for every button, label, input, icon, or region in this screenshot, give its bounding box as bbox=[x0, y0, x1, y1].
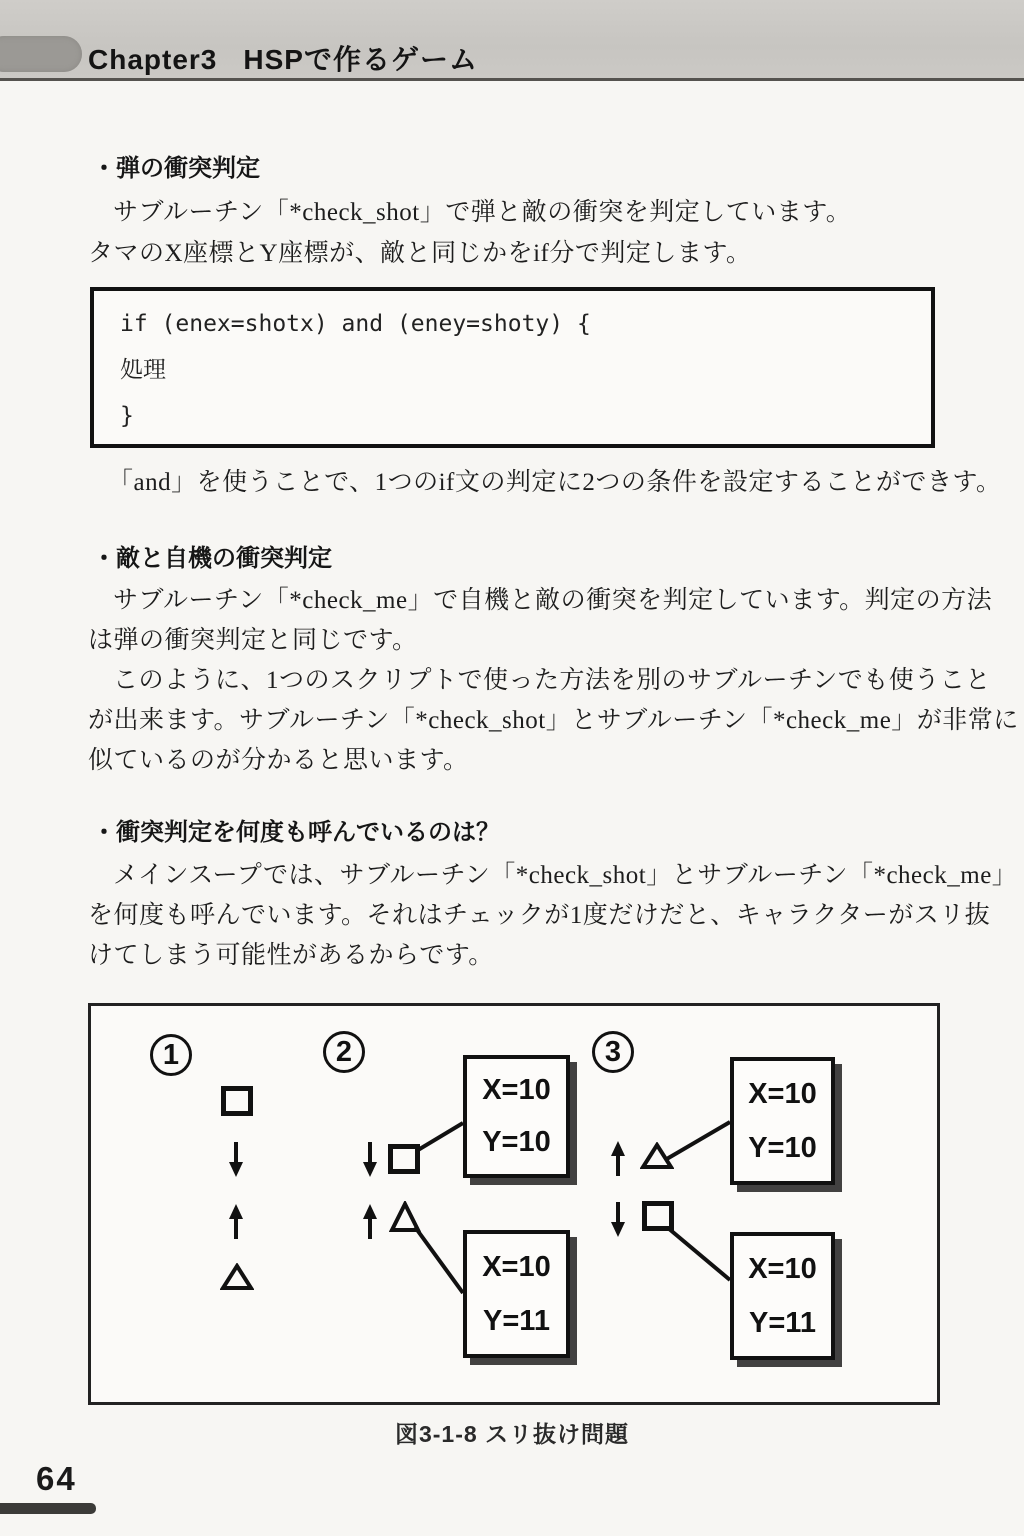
body-line-and-note: 「and」を使うことで、1つのif文の判定に2つの条件を設定することができす。 bbox=[108, 469, 1002, 496]
coord-x-value: X=10 bbox=[482, 1250, 551, 1283]
panel-number: 3 bbox=[604, 1035, 622, 1068]
body-line: このように、1つのスクリプトで使った方法を別のサブルーチンでも使うこと bbox=[113, 667, 991, 694]
square-shape bbox=[388, 1144, 420, 1174]
coord-y-value: Y=10 bbox=[482, 1125, 551, 1158]
banner-pill-decoration bbox=[0, 36, 82, 72]
section-heading-enemy-player-collision: ・敵と自機の衝突判定 bbox=[92, 545, 332, 572]
chapter-title bbox=[88, 38, 478, 78]
coord-x-value: X=10 bbox=[482, 1074, 551, 1107]
body-line: が出来ます。サブルーチン「*check_shot」とサブルーチン「*check_me」が非常に bbox=[88, 707, 1019, 734]
coord-label-box bbox=[730, 1057, 835, 1185]
code-line: 処理 bbox=[120, 357, 166, 383]
square-shape bbox=[221, 1086, 253, 1116]
chapter-label: Chapter3 bbox=[88, 44, 218, 75]
panel-number-badge bbox=[150, 1034, 192, 1076]
body-line: タマのX座標とY座標が、敵と同じかをif分で判定します。 bbox=[88, 240, 752, 267]
coord-label-box bbox=[463, 1055, 570, 1178]
up-arrow-icon bbox=[228, 1203, 244, 1241]
body-line: メインスープでは、サブルーチン「*check_shot」とサブルーチン「*check_me」 bbox=[113, 862, 1018, 889]
panel-number-badge bbox=[592, 1031, 634, 1073]
chapter-name: HSPで作るゲーム bbox=[243, 44, 478, 75]
code-block bbox=[90, 287, 935, 448]
section-heading-repeated-checks: ・衝突判定を何度も呼んでいるのは？ bbox=[92, 819, 500, 846]
up-arrow-icon bbox=[362, 1203, 378, 1241]
coord-y-value: Y=11 bbox=[749, 1306, 816, 1339]
body-line: は弾の衝突判定と同じです。 bbox=[88, 627, 418, 654]
down-arrow-icon bbox=[228, 1140, 244, 1178]
panel-number: 1 bbox=[162, 1038, 180, 1071]
section-heading-bullet-collision: ・弾の衝突判定 bbox=[92, 155, 260, 182]
up-arrow-icon bbox=[610, 1140, 626, 1178]
down-arrow-icon bbox=[610, 1200, 626, 1238]
page-number: 64 bbox=[36, 1460, 77, 1497]
body-line: サブルーチン「*check_shot」で弾と敵の衝突を判定しています。 bbox=[113, 199, 852, 226]
footer-bar-decoration bbox=[0, 1503, 96, 1514]
coord-y-value: Y=10 bbox=[748, 1131, 817, 1164]
coord-label-box bbox=[463, 1230, 570, 1358]
triangle-shape bbox=[640, 1142, 674, 1170]
body-line: けてしまう可能性があるからです。 bbox=[88, 942, 494, 969]
coord-y-value: Y=11 bbox=[483, 1304, 550, 1337]
square-shape bbox=[642, 1201, 674, 1231]
figure-caption: 図3-1-8 スリ抜け問題 bbox=[394, 1421, 630, 1447]
body-line: サブルーチン「*check_me」で自機と敵の衝突を判定しています。判定の方法 bbox=[113, 587, 993, 614]
figure-slip-through-diagram bbox=[88, 1003, 940, 1405]
code-line: if (enex=shotx) and (eney=shoty) { bbox=[120, 311, 591, 337]
coord-label-box bbox=[730, 1232, 835, 1360]
triangle-shape bbox=[220, 1263, 254, 1291]
down-arrow-icon bbox=[362, 1140, 378, 1178]
body-line: 似ているのが分かると思います。 bbox=[88, 747, 469, 774]
code-line: } bbox=[120, 403, 134, 429]
body-line: を何度も呼んでいます。それはチェックが1度だけだと、キャラクターがスリ抜 bbox=[88, 902, 991, 929]
panel-number-badge bbox=[323, 1031, 365, 1073]
coord-x-value: X=10 bbox=[748, 1252, 817, 1285]
panel-number: 2 bbox=[335, 1035, 353, 1068]
coord-x-value: X=10 bbox=[748, 1077, 817, 1110]
triangle-shape bbox=[389, 1201, 421, 1233]
chapter-banner bbox=[0, 0, 1024, 81]
